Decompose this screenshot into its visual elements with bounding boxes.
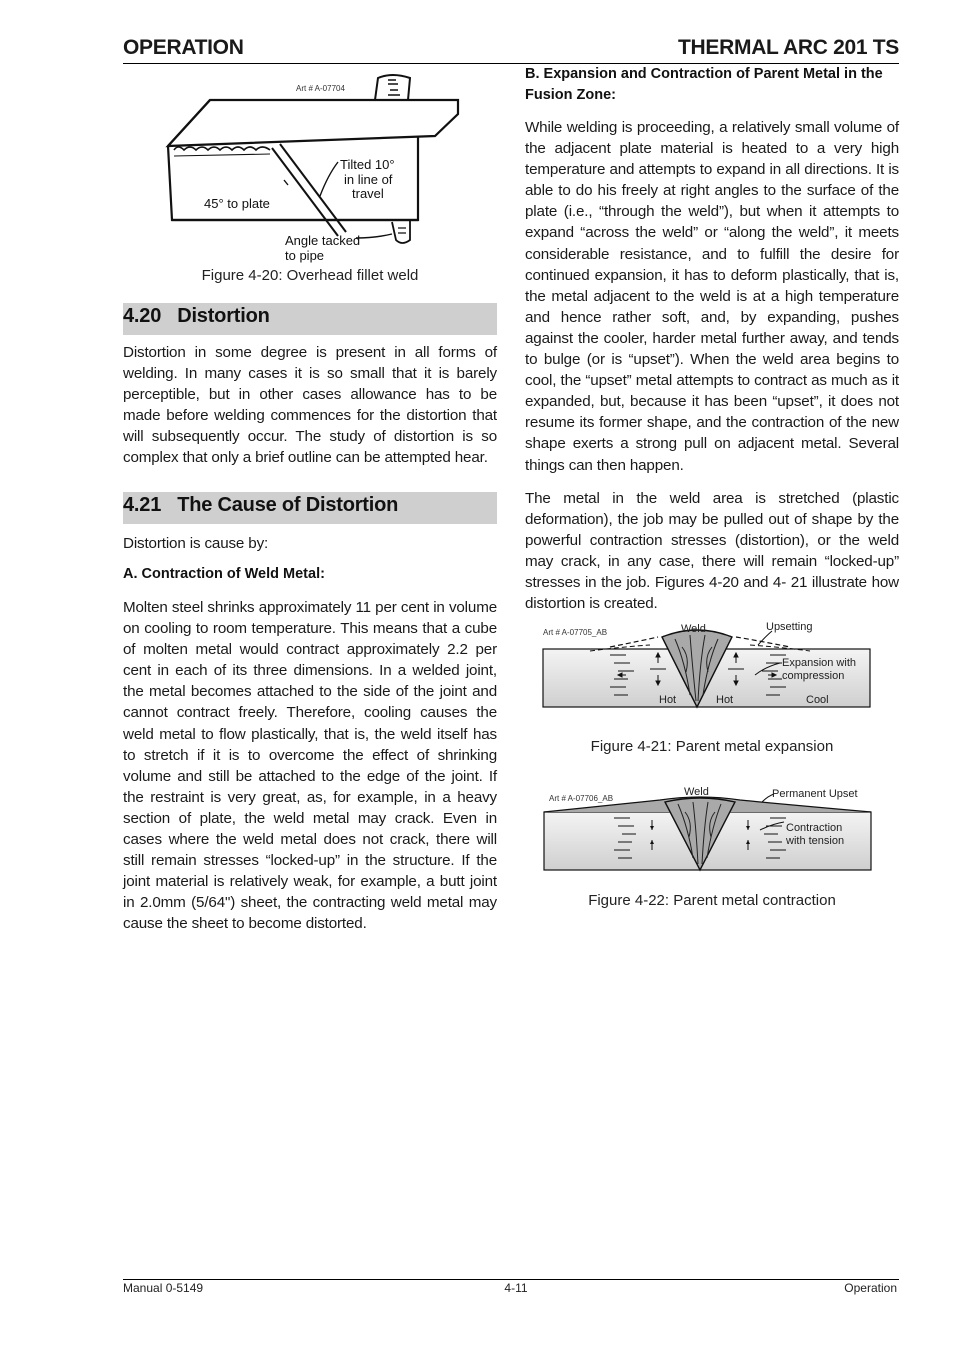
figure-4-21-caption: Figure 4-21: Parent metal expansion: [590, 738, 834, 755]
label-tilted-2: in line of: [344, 172, 393, 187]
figure-4-22-caption: Figure 4-22: Parent metal contraction: [588, 892, 836, 909]
figure-4-22-art-number: Art # A-07706_AB: [549, 794, 614, 803]
fig22-label-weld: Weld: [684, 786, 709, 798]
label-tilted-3: travel: [352, 186, 384, 201]
label-45-degrees: 45° to plate: [204, 196, 270, 211]
section-4-20-heading-bar: [123, 303, 497, 335]
label-angle-tacked-1: Angle tacked: [285, 233, 361, 248]
figure-4-20-caption: Figure 4-20: Overhead fillet weld: [201, 267, 419, 284]
label-tilted-1: Tilted 10°: [340, 157, 395, 172]
fig21-label-expansion-2: compression: [782, 670, 845, 682]
figure-overhead-fillet-weld: [160, 70, 460, 266]
label-angle-tacked-2: to pipe: [285, 248, 325, 263]
fig21-label-hot-right: Hot: [716, 694, 734, 706]
fig22-label-permanent-upset: Permanent Upset: [772, 788, 858, 800]
header-product-title: THERMAL ARC 201 TS: [678, 36, 899, 59]
fig21-label-upsetting: Upsetting: [766, 621, 813, 633]
overhead-fillet-weld-drawing: [160, 70, 460, 266]
fig21-label-cool: Cool: [806, 694, 829, 706]
footer-section-name: Operation: [844, 1281, 897, 1295]
section-4-20-body: Distortion in some degree is present in all forms of welding. In many cases it is so small that it is barely perceptible, but in other cases allowance has to be made before welding commences for the distortion that will subsequently occur. The study of distortion is so complex that only a brief outline can be attempted hear.: [123, 344, 497, 467]
contraction-weld-metal-body: Molten steel shrinks approximately 11 per cent in volume on cooling to room temperature. This means that a cube of molten metal would contract approximately 2.2 per cent in each of its three dimensions. In a welded joint, the metal becomes attached to the side of the joint and cannot contract freely. Therefore, cooling causes the weld metal to flow plastically, that is, the weld itself has to stretch if it is to overcome the effect of shrinking volume and still be attached to the edge of the joint. If the restraint is very great, as, for example, in a heavy section of plate, the weld metal may crack. Even in cases where the weld metal does not crack, there will still remain stresses “locked-up” in the structure. If the joint material is relatively weak, for example, a butt joint in 2.0mm (5/64") sheet, the contracting weld metal may cause the sheet to become distorted.: [123, 599, 497, 933]
fig21-label-hot-left: Hot: [659, 694, 677, 706]
section-4-21-intro: Distortion is cause by:: [123, 535, 269, 552]
footer-page-number: 4-11: [504, 1281, 528, 1295]
fig21-label-weld: Weld: [681, 623, 706, 635]
figure-4-21-art-number: Art # A-07705_AB: [543, 628, 608, 637]
figure-4-20-art-number: Art # A-07704: [296, 84, 345, 93]
header-section-title: OPERATION: [123, 36, 244, 59]
expansion-body-paragraph-2: The metal in the weld area is stretched (plastic deformation), the job may be pulled out of shape by the powerful contraction stresses (distortion), or the weld may crack, in any case, there will remain “locked-up” stresses in the job. Figures 4-20 and 4- 21 illustrate how distortion is created.: [525, 490, 899, 613]
footer-manual-number: Manual 0-5149: [123, 1281, 204, 1295]
subheading-contraction-weld-metal: A. Contraction of Weld Metal:: [123, 566, 325, 582]
section-4-21-heading-bar: [123, 492, 497, 524]
footer-rule: [123, 1279, 899, 1280]
fig22-label-contraction-1: Contraction: [786, 822, 843, 834]
section-4-20-title: 4.20 Distortion: [123, 305, 270, 327]
subheading-expansion-parent-metal: B. Expansion and Contraction of Parent Metal in the Fusion Zone:: [525, 66, 883, 103]
expansion-body-paragraph-1: While welding is proceeding, a relatively small volume of the adjacent plate material is heated to a very high temperature and attempts to expand in all directions. It is able to do his freely at right angles to the surface of the plate (i.e., “through the weld”), but when it attempts to expand “across the weld” or “along the weld”, it meets considerable resistance, and to fulfill the desire for continued expansion, it has to deform plastically, that is, the metal adjacent to the weld is at a high temperature and hence rather soft, and, by expanding, pushes against the cooler, harder metal further away, and tends to bulge (or is “upset”). When the weld area begins to cool, the “upset” metal attempts to contract as much as it expanded, but, because it has been “upset”, it does not resume its former shape, and the contraction of the new shape exerts a strong pull on adjacent metal. Several things can then happen.: [525, 119, 899, 474]
section-4-21-title: 4.21 The Cause of Distortion: [123, 494, 399, 516]
fig21-label-expansion-1: Expansion with: [782, 657, 856, 669]
fig22-label-contraction-2: with tension: [786, 835, 845, 847]
